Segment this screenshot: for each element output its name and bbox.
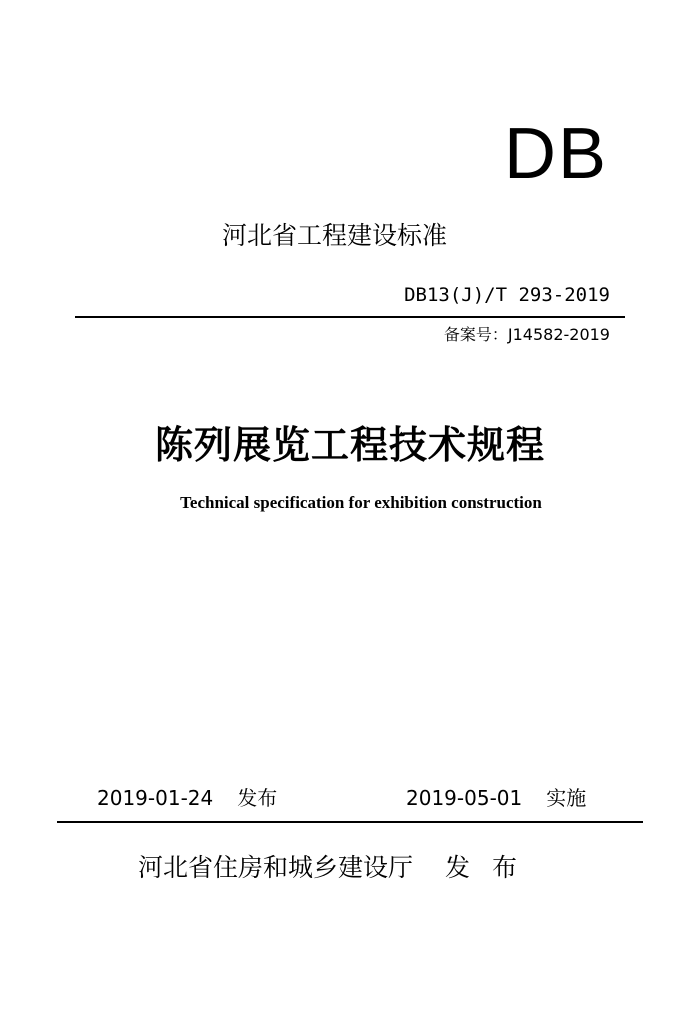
top-divider — [75, 316, 625, 318]
publisher-name: 河北省住房和城乡建设厅 — [138, 853, 414, 882]
publish-char-2: 布 — [492, 853, 518, 882]
issue-date-block — [97, 788, 277, 808]
standard-number: DB13(J)/T 293-2019 — [404, 284, 610, 306]
implementation-label: 实施 — [546, 786, 587, 810]
db-standard-mark: DB — [503, 114, 608, 194]
bottom-divider — [57, 821, 643, 823]
publisher-block — [138, 855, 517, 880]
issue-label: 发布 — [237, 786, 278, 810]
implementation-date-block — [406, 788, 586, 808]
document-title-english: Technical specification for exhibition construction — [180, 493, 542, 512]
implementation-date: 2019-05-01 — [406, 786, 523, 810]
document-title: 陈列展览工程技术规程 — [154, 422, 545, 467]
standard-type-label: 河北省工程建设标准 — [222, 221, 448, 250]
publish-char-1: 发 — [445, 853, 471, 882]
issue-date: 2019-01-24 — [97, 786, 214, 810]
record-number: 备案号：J14582-2019 — [443, 325, 610, 344]
